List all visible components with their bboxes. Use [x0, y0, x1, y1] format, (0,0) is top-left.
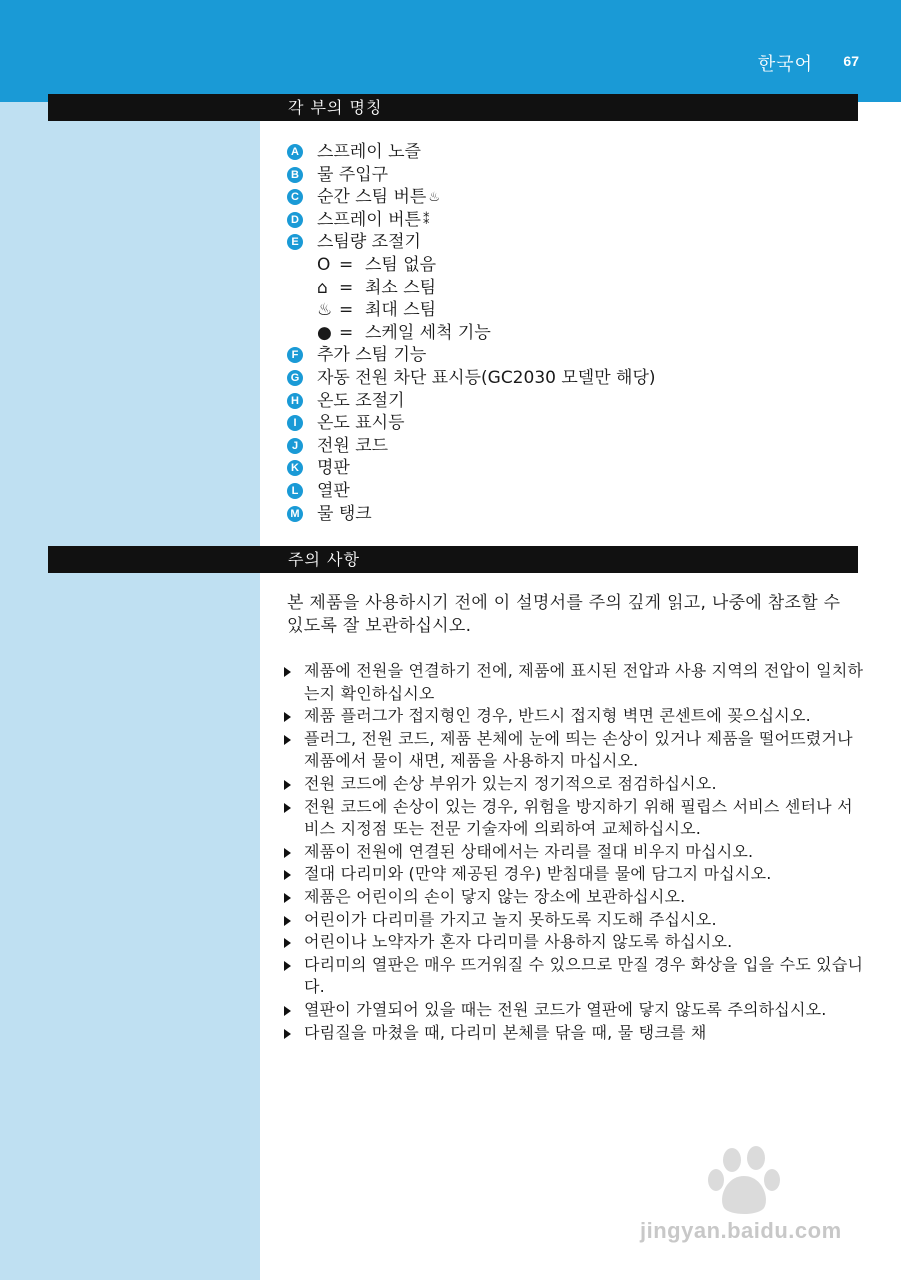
- warning-item: [283, 1022, 868, 1045]
- header-language: 한국어: [757, 54, 813, 75]
- bullet-icon: [284, 870, 291, 880]
- warning-item: [283, 660, 868, 705]
- letter-badge: D: [287, 212, 303, 228]
- part-item: [287, 457, 656, 480]
- warning-text: 제품은 어린이의 손이 닿지 않는 장소에 보관하십시오.: [304, 886, 686, 906]
- part-item: [287, 209, 656, 232]
- letter-badge: C: [287, 189, 303, 205]
- setting-row: [287, 322, 656, 345]
- warning-text: 제품 플러그가 접지형인 경우, 반드시 접지형 벽면 콘센트에 꽂으십시오.: [304, 706, 811, 726]
- setting-row: [287, 254, 656, 277]
- parts-list: [287, 141, 656, 525]
- warning-item: [283, 909, 868, 932]
- min-steam-icon: ⌂: [317, 277, 328, 298]
- letter-badge: M: [287, 506, 303, 522]
- part-item: [287, 412, 656, 435]
- part-item: [287, 390, 656, 413]
- warning-text: 어린이나 노약자가 혼자 다리미를 사용하지 않도록 하십시오.: [304, 932, 733, 952]
- no-steam-icon: O: [317, 254, 331, 275]
- setting-label: 최소 스팀: [365, 277, 437, 298]
- calc-clean-icon: ●: [317, 322, 332, 343]
- warning-item: [283, 773, 868, 796]
- warning-text: 플러그, 전원 코드, 제품 본체에 눈에 띄는 손상이 있거나 제품을 떨어뜨렸거나 제품에서 물이 새면, 제품을 사용하지 마십시오.: [304, 728, 853, 771]
- warning-item: [283, 705, 868, 728]
- part-label: 물 탱크: [317, 503, 372, 524]
- equals-sign: =: [339, 322, 354, 343]
- warning-text: 다림질을 마쳤을 때, 다리미 본체를 닦을 때, 물 탱크를 채: [304, 1022, 707, 1042]
- spray-icon: ⁑: [422, 212, 430, 228]
- letter-badge: A: [287, 144, 303, 160]
- warning-item: [283, 886, 868, 909]
- part-item: [287, 367, 656, 390]
- part-item: [287, 503, 656, 526]
- part-item: [287, 186, 656, 209]
- setting-row: [287, 299, 656, 322]
- equals-sign: =: [339, 300, 354, 321]
- setting-label: 스케일 세척 기능: [365, 322, 491, 343]
- bullet-icon: [284, 916, 291, 926]
- part-item: [287, 480, 656, 503]
- equals-sign: =: [339, 254, 354, 275]
- setting-label: 최대 스팀: [365, 300, 437, 321]
- section-title-parts: 각 부의 명칭: [48, 94, 858, 121]
- letter-badge: I: [287, 415, 303, 431]
- bullet-icon: [284, 735, 291, 745]
- bullet-icon: [284, 1029, 291, 1039]
- part-label: 명판: [317, 458, 350, 479]
- part-item: [287, 141, 656, 164]
- part-label: 스프레이 버튼: [317, 209, 421, 230]
- bullet-icon: [284, 667, 291, 677]
- warning-text: 전원 코드에 손상이 있는 경우, 위험을 방지하기 위해 필립스 서비스 센터나 서비스 지정점 또는 전문 기술자에 의뢰하여 교체하십시오.: [304, 796, 853, 839]
- warning-item: [283, 796, 868, 841]
- part-label: 순간 스팀 버튼: [317, 187, 427, 208]
- steam-icon: ♨: [428, 190, 440, 206]
- bullet-icon: [284, 848, 291, 858]
- warning-text: 제품이 전원에 연결된 상태에서는 자리를 절대 비우지 마십시오.: [304, 841, 754, 861]
- section-title-caution: 주의 사항: [48, 546, 858, 573]
- warning-text: 절대 다리미와 (만약 제공된 경우) 받침대를 물에 담그지 마십시오.: [304, 864, 772, 884]
- warning-item: [283, 931, 868, 954]
- max-steam-icon: ♨: [317, 300, 333, 321]
- bullet-icon: [284, 938, 291, 948]
- part-item: [287, 435, 656, 458]
- warning-item: [283, 841, 868, 864]
- warning-text: 다리미의 열판은 매우 뜨거워질 수 있으므로 만질 경우 화상을 입을 수도 있습니다.: [304, 954, 864, 997]
- part-label: 자동 전원 차단 표시등(GC2030 모델만 해당): [317, 367, 656, 388]
- watermark-text: jingyan.baidu.com: [640, 1218, 842, 1243]
- bullet-icon: [284, 780, 291, 790]
- letter-badge: B: [287, 167, 303, 183]
- caution-intro: 본 제품을 사용하시기 전에 이 설명서를 주의 깊게 읽고, 나중에 참조할 수 있도록 잘 보관하십시오.: [287, 593, 841, 636]
- page-number: 67: [843, 53, 859, 69]
- setting-label: 스팀 없음: [365, 254, 437, 275]
- letter-badge: H: [287, 393, 303, 409]
- letter-badge: L: [287, 483, 303, 499]
- part-label: 추가 스팀 기능: [317, 345, 427, 366]
- part-label: 전원 코드: [317, 435, 389, 456]
- bullet-icon: [284, 961, 291, 971]
- bullet-icon: [284, 803, 291, 813]
- warning-item: [283, 999, 868, 1022]
- part-label: 열판: [317, 480, 350, 501]
- warning-text: 제품에 전원을 연결하기 전에, 제품에 표시된 전압과 사용 지역의 전압이 일치하는지 확인하십시오: [304, 661, 864, 703]
- warning-text: 어린이가 다리미를 가지고 놀지 못하도록 지도해 주십시오.: [304, 909, 717, 929]
- warning-list: [283, 660, 868, 1044]
- letter-badge: J: [287, 438, 303, 454]
- warning-item: [283, 954, 868, 999]
- warning-item: [283, 863, 868, 886]
- part-label: 온도 조절기: [317, 390, 405, 411]
- part-item: [287, 344, 656, 367]
- part-label: 스프레이 노즐: [317, 142, 421, 162]
- part-item: [287, 231, 656, 254]
- part-label: 스팀량 조절기: [317, 232, 421, 253]
- letter-badge: F: [287, 347, 303, 363]
- bullet-icon: [284, 1006, 291, 1016]
- warning-text: 전원 코드에 손상 부위가 있는지 정기적으로 점검하십시오.: [304, 773, 717, 793]
- bullet-icon: [284, 893, 291, 903]
- bullet-icon: [284, 712, 291, 722]
- part-label: 물 주입구: [317, 164, 389, 185]
- warning-text: 열판이 가열되어 있을 때는 전원 코드가 열판에 닿지 않도록 주의하십시오.: [304, 999, 827, 1019]
- letter-badge: K: [287, 460, 303, 476]
- part-item: [287, 164, 656, 187]
- setting-row: [287, 277, 656, 300]
- letter-badge: E: [287, 234, 303, 250]
- equals-sign: =: [339, 277, 354, 298]
- letter-badge: G: [287, 370, 303, 386]
- warning-item: [283, 728, 868, 773]
- part-label: 온도 표시등: [317, 413, 405, 434]
- left-sidebar-band: [0, 102, 260, 1280]
